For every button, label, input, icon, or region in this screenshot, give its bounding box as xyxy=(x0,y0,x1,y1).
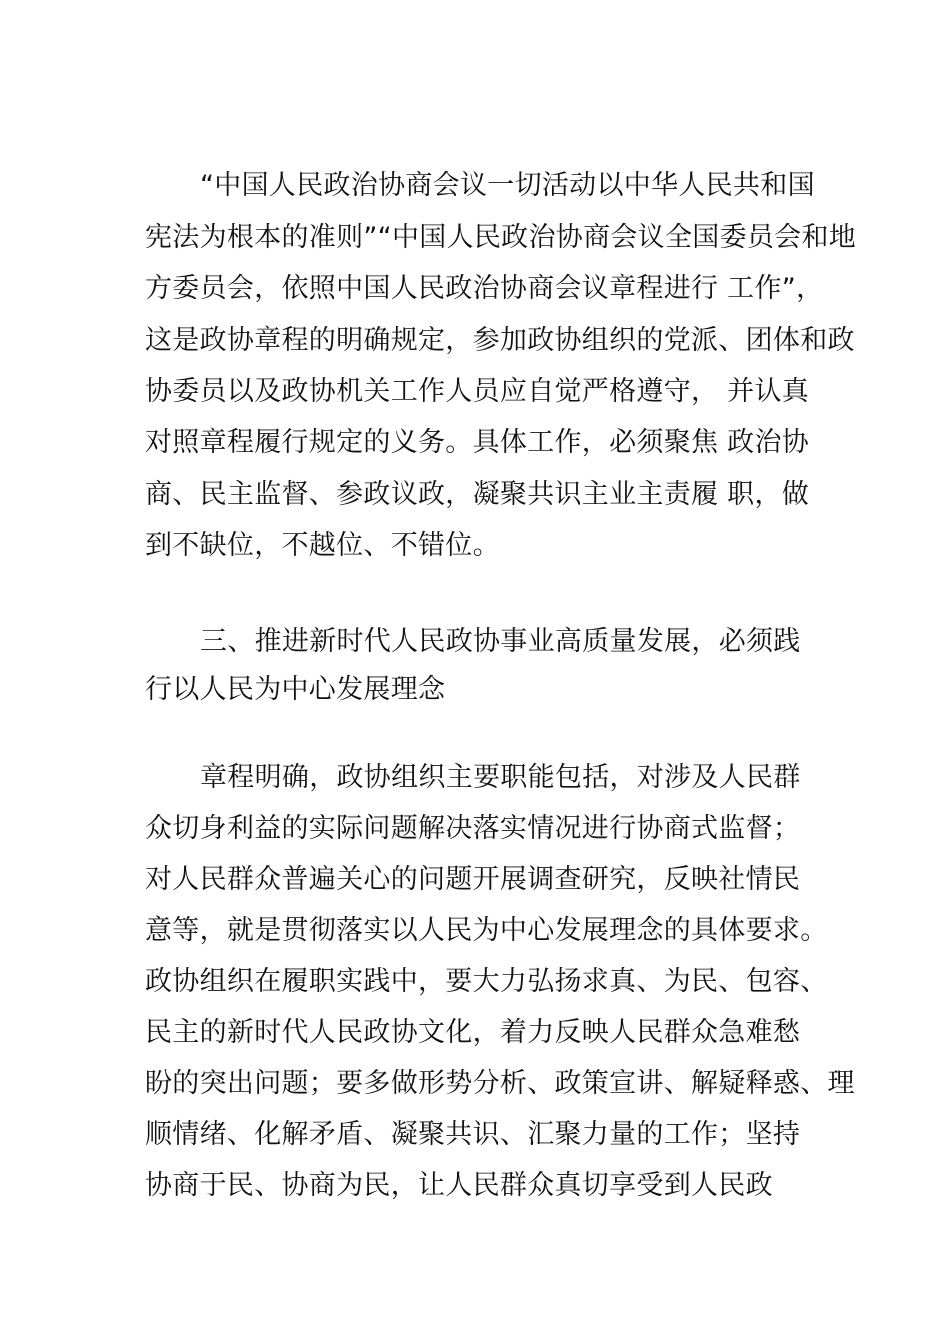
paragraph-3-line-4: 意等，就是贯彻落实以人民为中心发展理念的具体要求。 xyxy=(145,915,828,946)
paragraph-1-line-2: 宪法为根本的准则”“中国人民政治协商会议全国委员会和地 xyxy=(145,222,857,253)
paragraph-1-line-3: 方委员会，依照中国人民政治协商会议章程进行 工作”， xyxy=(145,273,824,304)
paragraph-1-line-1: “中国人民政治协商会议一切活动以中华人民共和国 xyxy=(200,170,815,201)
paragraph-3-line-7: 盼的突出问题；要多做形势分析、政策宣讲、解疑释惑、理 xyxy=(145,1068,855,1099)
paragraph-1-line-8: 到不缺位，不越位、不错位。 xyxy=(145,530,500,561)
section-heading-line-1: 三、推进新时代人民政协事业高质量发展，必须践 xyxy=(200,626,801,657)
paragraph-1-line-4: 这是政协章程的明确规定，参加政协组织的党派、团体和政 xyxy=(145,325,855,356)
paragraph-1-line-6: 对照章程履行规定的义务。具体工作，必须聚焦 政治协 xyxy=(145,427,810,458)
paragraph-3-line-6: 民主的新时代人民政协文化，着力反映人民群众急难愁 xyxy=(145,1017,801,1048)
paragraph-1-line-7: 商、民主监督、参政议政，凝聚共识主业主责履 职，做 xyxy=(145,479,810,510)
paragraph-3-line-1: 章程明确，政协组织主要职能包括，对涉及人民群 xyxy=(200,762,801,793)
paragraph-3-line-3: 对人民群众普遍关心的问题开展调查研究，反映社情民 xyxy=(145,864,801,895)
section-heading-line-2: 行以人民为中心发展理念 xyxy=(145,674,446,705)
paragraph-1-line-5: 协委员以及政协机关工作人员应自觉严格遵守， 并认真 xyxy=(145,376,810,407)
paragraph-3-line-2: 众切身利益的实际问题解决落实情况进行协商式监督； xyxy=(145,813,801,844)
paragraph-3-line-9: 协商于民、协商为民，让人民群众真切享受到人民政 xyxy=(145,1170,773,1201)
paragraph-3-line-5: 政协组织在履职实践中，要大力弘扬求真、为民、包容、 xyxy=(145,966,828,997)
paragraph-3-line-8: 顺情绪、化解矛盾、凝聚共识、汇聚力量的工作；坚持 xyxy=(145,1119,801,1150)
